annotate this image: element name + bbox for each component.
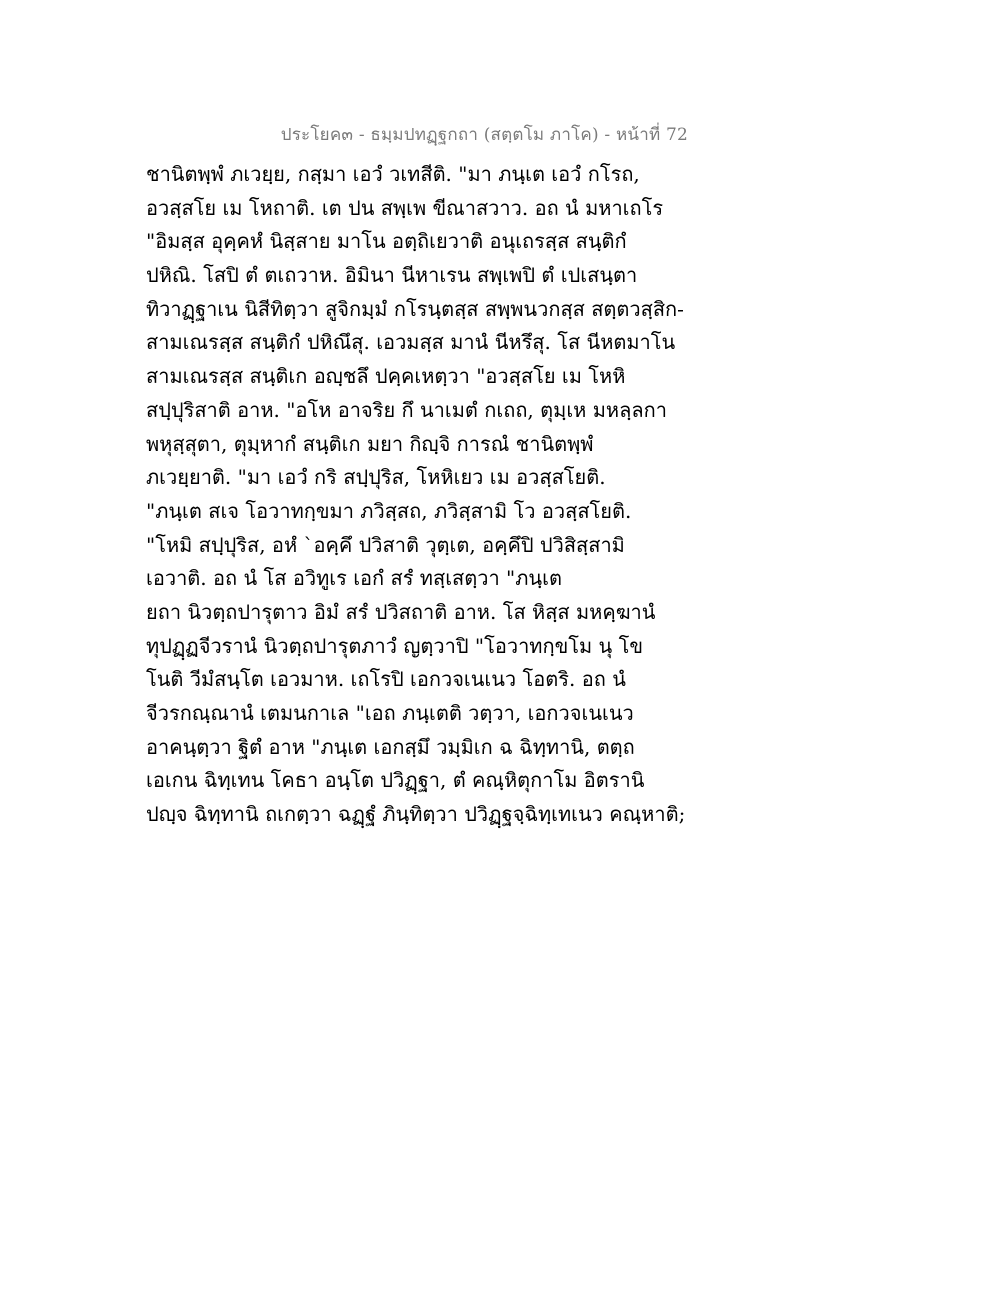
text-line: โนติ วีมํสนฺโต เอวมาห. เถโรปิ เอกวจเนเนว โอตริ. อถ นํ <box>146 667 626 692</box>
text-line: อาคนฺตฺวา ฐิตํ อาห "ภนฺเต เอกสฺมึ วมฺมิเก ฉ ฉิทฺทานิ, ตตฺถ <box>146 734 635 759</box>
text-line: เอเกน ฉิทฺเทน โคธา อนฺโต ปวิฏฺฐา, ตํ คณฺหิตุกาโม อิตรานิ <box>146 768 645 793</box>
text-line: ทุปฏฺฏจีวรานํ นิวตฺถปารุตภาวํ ญตฺวาปิ "โอวาทกฺขโม นุ โข <box>146 633 643 658</box>
text-line: พหุสฺสุตา, ตุมฺหากํ สนฺติเก มยา กิญฺจิ การณํ ชานิตพฺพํ <box>146 431 594 456</box>
text-line: สปฺปุริสาติ อาห. "อโห อาจริย กึ นาเมตํ กเถถ, ตุมฺเห มหลฺลกา <box>146 397 667 422</box>
text-line: "ภนฺเต สเจ โอวาทกฺขมา ภวิสฺสถ, ภวิสฺสามิ โว อวสฺสโยติ. <box>146 498 632 523</box>
text-line: เอวาติ. อถ นํ โส อวิทูเร เอกํ สรํ ทสฺเสตฺวา "ภนฺเต <box>146 566 562 591</box>
text-line: "อิมสฺส อุคฺคหํ นิสฺสาย มาโน อตฺถิเยวาติ อนุเถรสฺส สนฺติกํ <box>146 229 627 254</box>
text-line: จีวรกณฺณานํ เตมนกาเล "เอถ ภนฺเตติ วตฺวา, เอกวจเนเนว <box>146 701 634 725</box>
text-line: ปญฺจ ฉิทฺทานิ ถเกตฺวา ฉฏฺฐํ ภินฺทิตฺวา ปวิฏฺฐจฺฉิทฺเทเนว คณฺหาติ; <box>146 802 686 827</box>
text-line: สามเณรสฺส สนฺติกํ ปหิณึสุ. เอวมสฺส มานํ นีหรึสุ. โส นีหตมาโน <box>146 330 676 355</box>
text-line: "โหมิ สปฺปุริส, อหํ `อคฺคึ ปวิสาติ วุตฺเต, อคฺคึปิ ปวิสิสฺสามิ <box>146 532 625 557</box>
text-line: ทิวาฏฺฐาเน นิสีทิตฺวา สูจิกมฺมํ กโรนฺตสฺส สพฺพนวกสฺส สตฺตวสฺสิก- <box>146 296 684 321</box>
text-line: ยถา นิวตฺถปารุตาว อิมํ สรํ ปวิสถาติ อาห. โส หิสฺส มหคฺฆานํ <box>146 599 656 624</box>
text-line: ภเวยฺยาติ. "มา เอวํ กริ สปฺปุริส, โหหิเยว เม อวสฺสโยติ. <box>146 465 606 490</box>
text-line: อวสฺสโย เม โหถาติ. เต ปน สพฺเพ ขีณาสวาว. อถ นํ มหาเถโร <box>146 195 664 220</box>
body-text <box>146 158 706 832</box>
text-line: ชานิตพฺพํ ภเวยฺย, กสฺมา เอวํ วเทสีติ. "มา ภนฺเต เอวํ กโรถ, <box>146 162 640 186</box>
running-header: ประโยค๓ - ธมฺมปทฏฺฐกถา (สตฺตโม ภาโค) - หน้าที่ 72 <box>280 125 688 145</box>
text-line: สามเณรสฺส สนฺติเก อญฺชลึ ปคฺคเหตฺวา "อวสฺสโย เม โหหิ <box>146 364 626 389</box>
text-line: ปหิณิ. โสปิ ตํ ตเถวาห. อิมินา นีหาเรน สพฺเพปิ ตํ เปเสนฺตา <box>146 263 638 288</box>
